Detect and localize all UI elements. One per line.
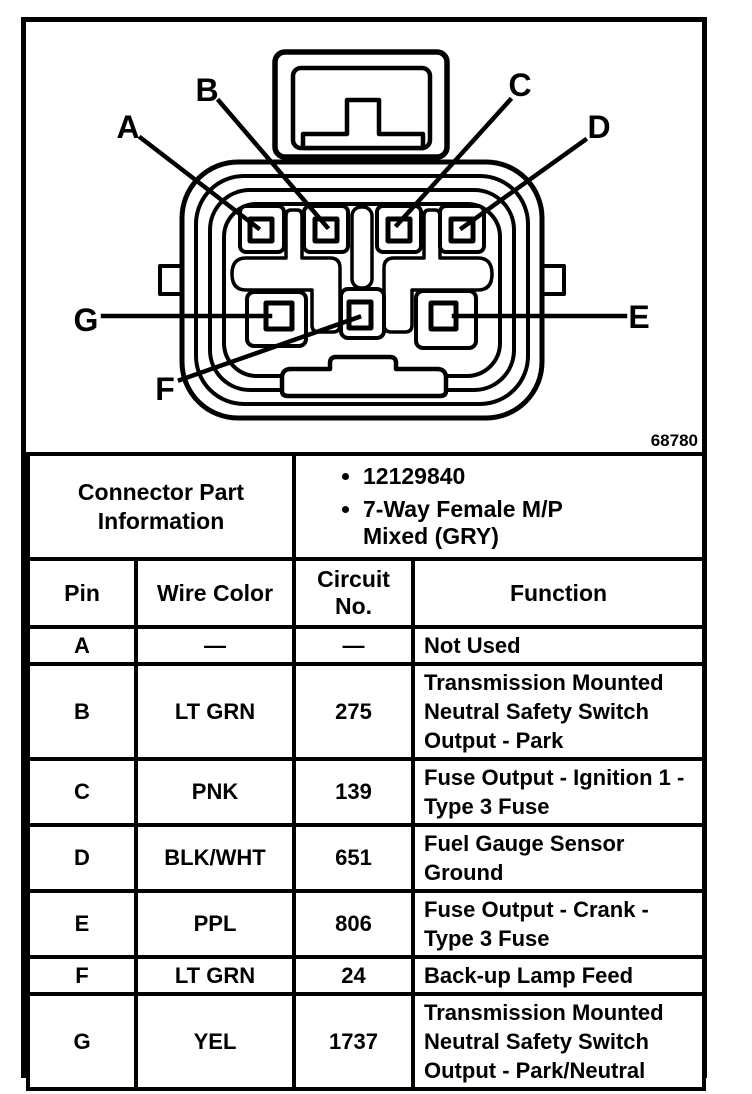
col-header-wire-color: Wire Color: [136, 559, 294, 627]
circuit-no-cell: 651: [294, 825, 413, 891]
table-row-pin-e: [28, 891, 704, 957]
table-header-row: [28, 559, 704, 627]
col-header-circuit-no: Circuit No.: [294, 559, 413, 627]
wire-color-cell: LT GRN: [136, 957, 294, 994]
pin-label-c: C: [508, 67, 532, 103]
wire-color-cell: PPL: [136, 891, 294, 957]
function-cell: Back-up Lamp Feed: [413, 957, 704, 994]
circuit-no-cell: 1737: [294, 994, 413, 1089]
function-cell: Fuel Gauge Sensor Ground: [413, 825, 704, 891]
pin-label-f: F: [155, 371, 175, 407]
figure-number: 68780: [650, 431, 698, 450]
pin-cell: F: [28, 957, 136, 994]
part-info-values-cell: [294, 454, 704, 559]
col-header-pin: Pin: [28, 559, 136, 627]
circuit-no-cell: —: [294, 627, 413, 664]
part-number: • 12129840: [363, 463, 608, 490]
pin-b-square: [315, 219, 337, 241]
pin-label-b: B: [195, 72, 219, 108]
wire-color-cell: BLK/WHT: [136, 825, 294, 891]
function-cell: Fuse Output - Crank - Type 3 Fuse: [413, 891, 704, 957]
pin-label-e: E: [628, 299, 650, 335]
connector-pinout-table: [26, 452, 706, 1091]
part-info-row: [28, 454, 704, 559]
pin-label-d: D: [587, 109, 611, 145]
function-cell: Transmission Mounted Neutral Safety Switch Output - Park/Neutral: [413, 994, 704, 1089]
pin-cell: E: [28, 891, 136, 957]
pin-cell: G: [28, 994, 136, 1089]
table-row-pin-f: [28, 957, 704, 994]
function-cell: Transmission Mounted Neutral Safety Switch Output - Park: [413, 664, 704, 759]
wire-color-cell: YEL: [136, 994, 294, 1089]
connector-face-diagram: [26, 22, 702, 452]
function-cell: Fuse Output - Ignition 1 - Type 3 Fuse: [413, 759, 704, 825]
circuit-no-cell: 275: [294, 664, 413, 759]
table-row-pin-d: [28, 825, 704, 891]
circuit-no-cell: 806: [294, 891, 413, 957]
pin-cell: A: [28, 627, 136, 664]
circuit-no-cell: 24: [294, 957, 413, 994]
part-info-bullet-list: [297, 463, 701, 550]
pin-cell: D: [28, 825, 136, 891]
table-row-pin-b: [28, 664, 704, 759]
table-row-pin-a: [28, 627, 704, 664]
table-row-pin-c: [28, 759, 704, 825]
pin-cell: B: [28, 664, 136, 759]
part-info-label: Connector Part Information: [77, 478, 245, 534]
pin-cell: C: [28, 759, 136, 825]
table-row-pin-g: [28, 994, 704, 1089]
wire-color-cell: PNK: [136, 759, 294, 825]
wire-color-cell: —: [136, 627, 294, 664]
pin-label-a: A: [116, 109, 140, 145]
function-cell: Not Used: [413, 627, 704, 664]
connector-description: • 7-Way Female M/P Mixed (GRY): [363, 496, 608, 550]
part-info-label-cell: [28, 454, 294, 559]
wire-color-cell: LT GRN: [136, 664, 294, 759]
page-frame: [21, 17, 707, 1083]
pin-label-g: G: [73, 302, 99, 338]
center-slot: [352, 207, 372, 288]
circuit-no-cell: 139: [294, 759, 413, 825]
col-header-function: Function: [413, 559, 704, 627]
